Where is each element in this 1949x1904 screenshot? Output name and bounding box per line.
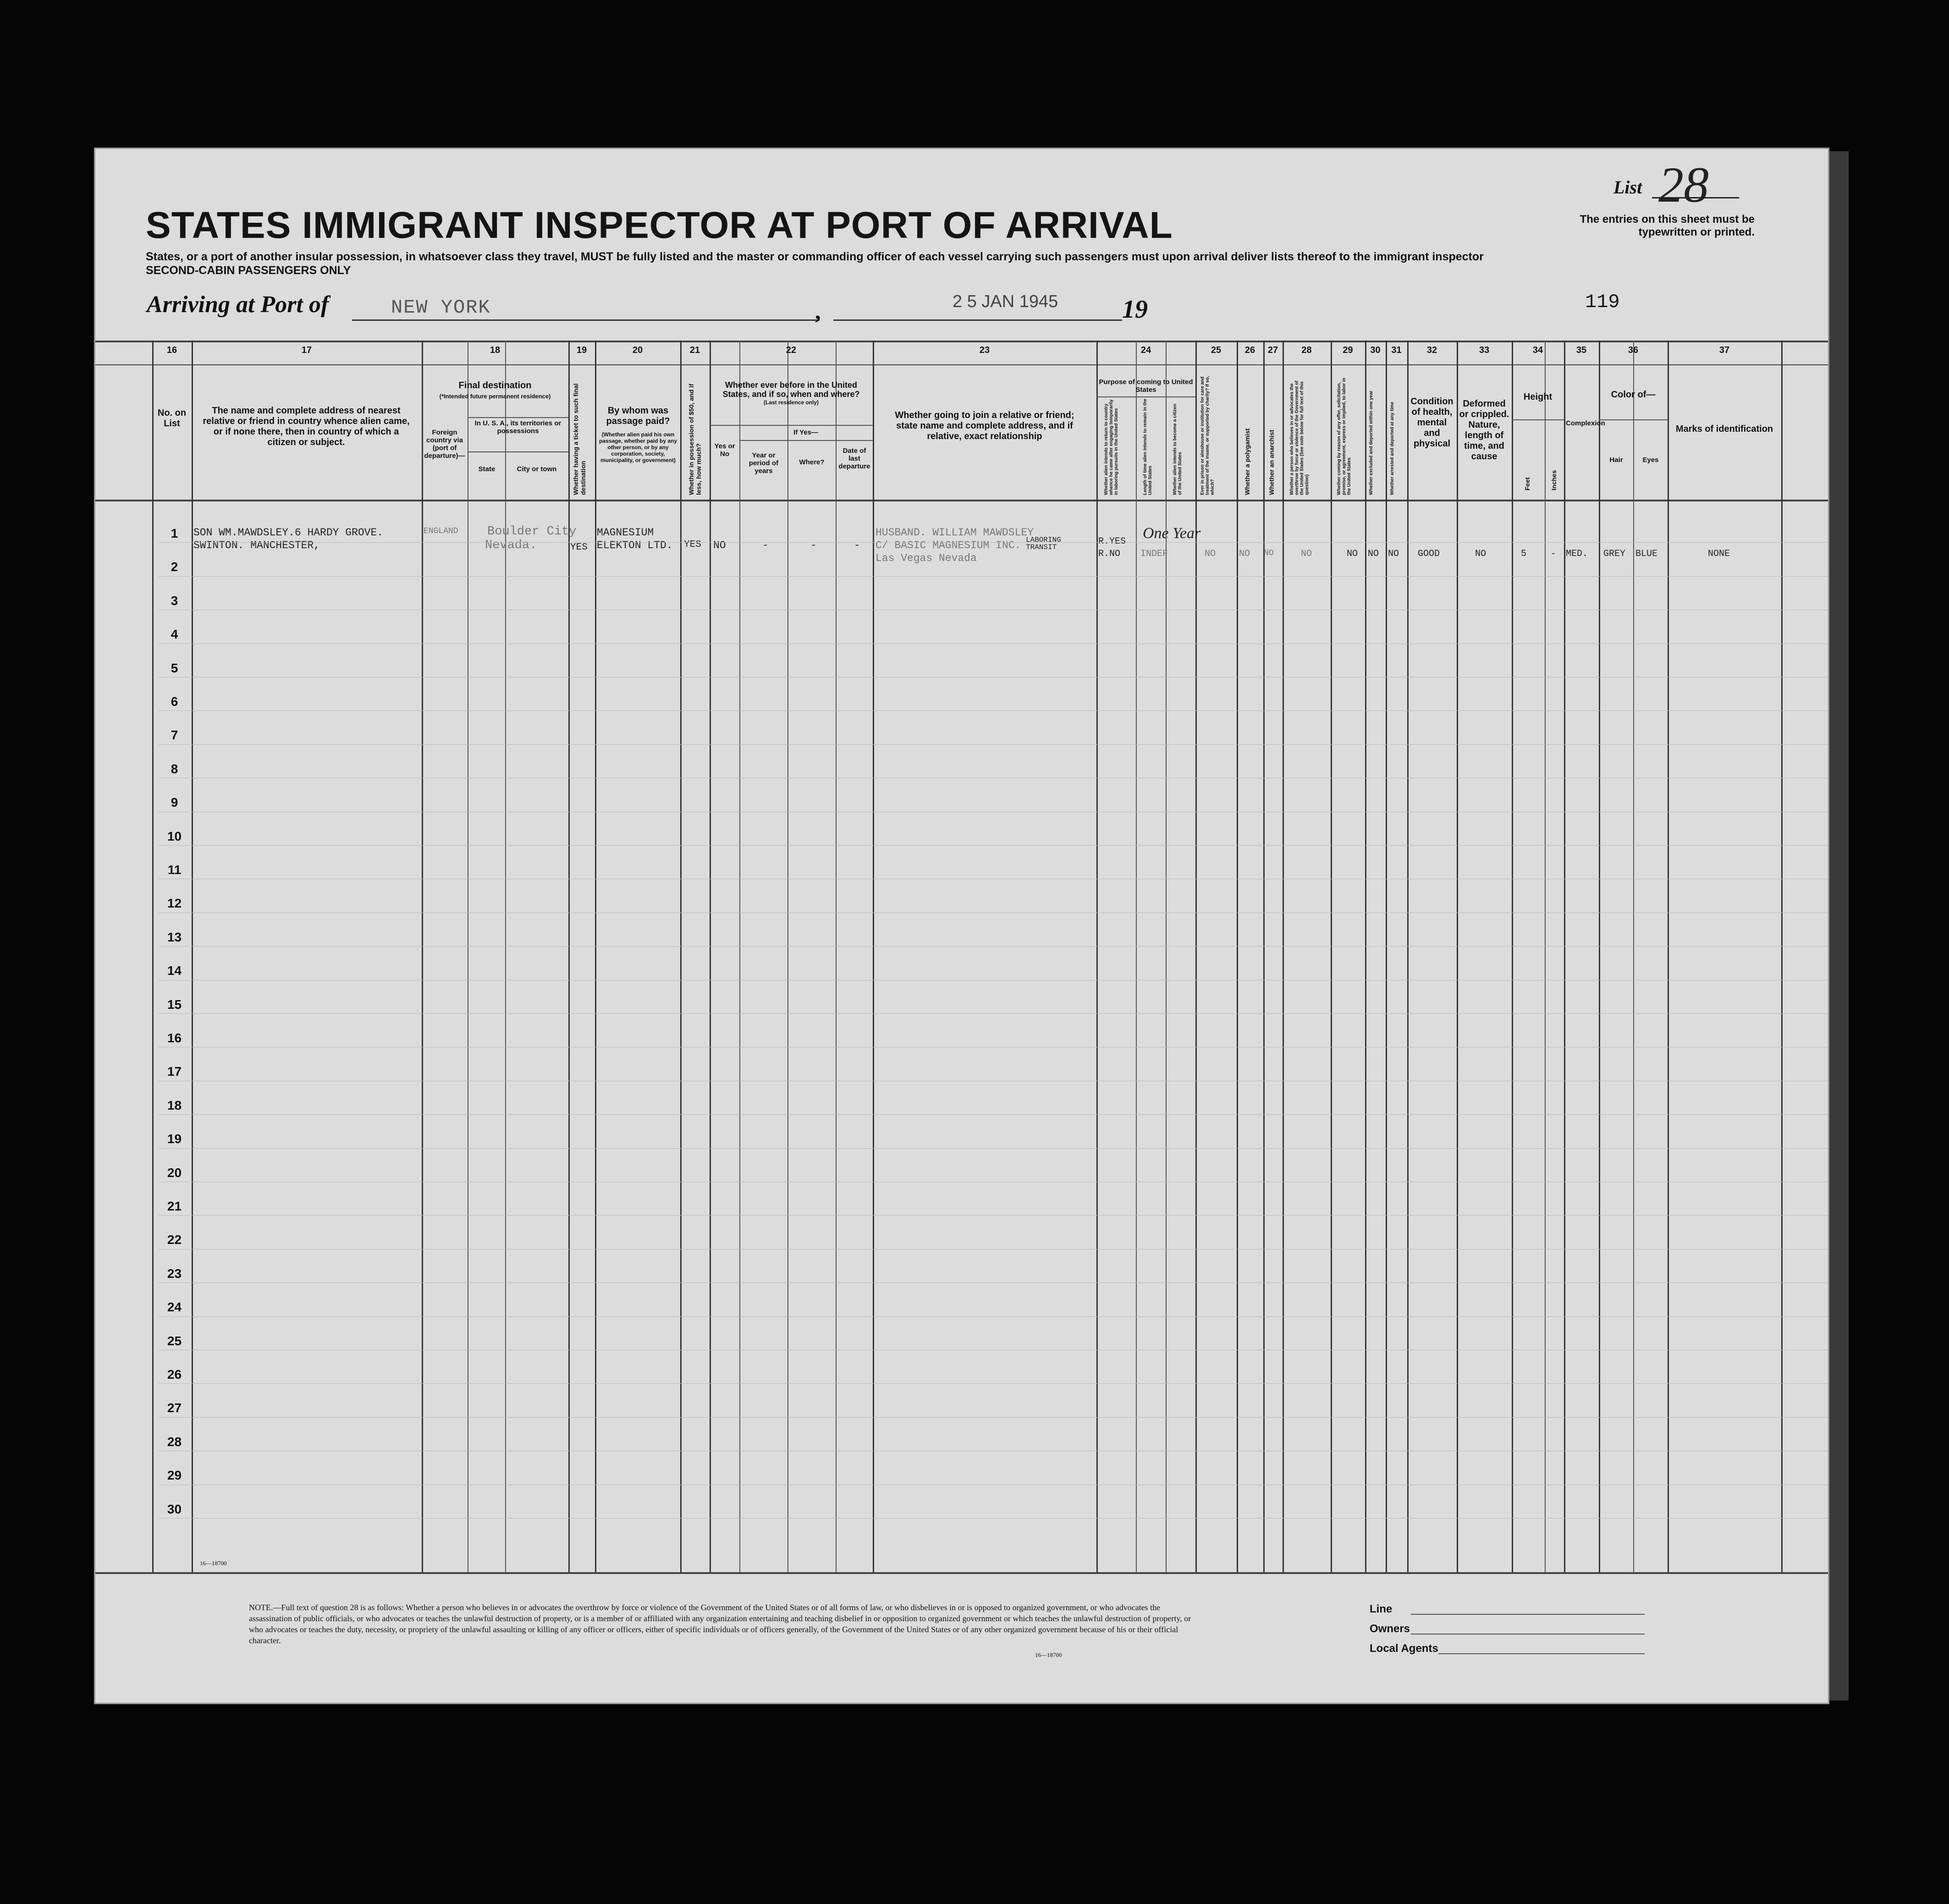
entry-paid-by-1: MAGNESIUM — [597, 527, 654, 539]
column-divider — [1237, 341, 1238, 1572]
line-field — [1411, 1614, 1645, 1615]
column-number: 34 — [1532, 345, 1543, 355]
column-divider — [680, 341, 682, 1572]
row-number: 16 — [167, 1031, 182, 1045]
row-number: 25 — [167, 1333, 182, 1348]
header-purpose-c: Whether alien intends to become a citizen of the United States — [1173, 404, 1183, 495]
column-divider — [422, 341, 423, 1572]
row-number: 28 — [167, 1434, 182, 1449]
header-state: State — [478, 465, 496, 473]
entry-possession-50: YES — [684, 539, 701, 550]
header-ticket: Whether having a ticket to such final destination — [572, 383, 587, 495]
header-feet: Feet — [1524, 477, 1531, 490]
row-number: 23 — [167, 1266, 182, 1281]
entry-complexion: MED. — [1566, 549, 1588, 559]
entry-paid-by-2: ELEKTON LTD. — [597, 539, 673, 551]
entry-period: - — [762, 539, 769, 551]
header-last-departure: Date of last departure — [838, 447, 870, 470]
row-number: 7 — [171, 728, 178, 743]
row-number: 30 — [167, 1502, 182, 1516]
column-number: 18 — [490, 345, 501, 355]
row-number: 10 — [167, 829, 182, 843]
header-city: City or town — [517, 465, 557, 473]
row-number: 12 — [167, 896, 182, 911]
column-number: 21 — [689, 345, 700, 355]
header-before-in-us — [712, 380, 870, 407]
row-rule — [159, 1282, 1828, 1283]
header-height: Height — [1523, 392, 1553, 402]
port-value: NEW YORK — [391, 297, 491, 319]
entry-arrested: NO — [1388, 549, 1399, 559]
row-rule — [159, 576, 1828, 577]
column-divider — [152, 341, 154, 1572]
header-marks: Marks of identification — [1675, 424, 1773, 434]
form-subtitle-line1: States, or a port of another insular possession, in whatsoever class they travel, MUST be fully listed and the master or commanding officer of each vessel carrying such passengers must upon arrival deliver lists thereof to the immigrant inspector — [146, 250, 1484, 263]
column-number: 27 — [1267, 345, 1278, 355]
header-no-on-list: No. on List — [157, 408, 187, 429]
column-divider — [1096, 341, 1098, 1572]
column-divider — [710, 341, 711, 1572]
entry-excluded: NO — [1368, 549, 1379, 559]
header-period: Year or period of years — [749, 451, 779, 475]
header-complexion: Complexion — [1566, 419, 1605, 427]
before-in-us-title: Whether ever before in the United States, and if so, when and where? — [722, 380, 860, 399]
header-bottom-rule — [95, 500, 1828, 501]
row-rule — [159, 744, 1828, 745]
row-number: 19 — [167, 1132, 182, 1146]
row-rule — [159, 1417, 1828, 1418]
entry-foreign-country: ENGLAND — [424, 527, 458, 536]
column-number: 23 — [979, 345, 990, 355]
entry-health: GOOD — [1418, 549, 1440, 559]
header-foreign-country: Foreign country via (port of departure)— — [424, 429, 465, 460]
row-number: 24 — [167, 1300, 182, 1315]
column-divider — [595, 341, 596, 1572]
local-agents-label: Local Agents — [1370, 1642, 1438, 1655]
entry-deformed: NO — [1475, 549, 1487, 559]
subheader-rule — [468, 417, 568, 418]
entry-offer-labor: NO — [1347, 549, 1358, 559]
column-divider — [1545, 341, 1546, 1572]
row-number: 3 — [171, 593, 178, 608]
owners-label: Owners — [1370, 1623, 1410, 1635]
header-join-relative: Whether going to join a relative or friend; state name and complete address, and if relative, exact relationship — [895, 410, 1074, 441]
entry-state-city-2: Nevada. — [485, 539, 537, 552]
column-divider — [1136, 341, 1137, 1572]
header-arrested: Whether arrested and deported at any time — [1390, 402, 1395, 495]
row-rule — [159, 1383, 1828, 1384]
column-number: 16 — [166, 345, 177, 355]
entry-inches: - — [1551, 549, 1557, 559]
date-underline — [833, 319, 1122, 321]
row-rule — [159, 710, 1828, 711]
column-divider — [1633, 341, 1634, 1572]
header-yes-no: Yes or No — [714, 442, 735, 458]
subheader-rule — [1096, 396, 1195, 397]
header-overthrow: Whether a person who believes in or advocates the overthrow by force or violence of the Government of the United States (See note below for full text of this question) — [1289, 380, 1310, 495]
row-rule — [159, 1148, 1828, 1149]
header-where: Where? — [799, 458, 825, 466]
list-number: 28 — [1658, 157, 1709, 213]
row-number: 18 — [167, 1098, 182, 1112]
column-number-rule — [95, 364, 1828, 365]
column-number: 36 — [1628, 345, 1639, 355]
row-number: 22 — [167, 1233, 182, 1247]
local-agents-field — [1438, 1653, 1645, 1654]
subheader-rule — [1599, 419, 1668, 420]
entry-state-city-1: Boulder City — [487, 525, 577, 539]
port-comma: , — [815, 298, 821, 324]
entry-anarchist: NO — [1264, 549, 1274, 558]
row-rule — [159, 1215, 1828, 1216]
header-offer-labor: Whether coming by reason of any offer, solicitation, promise, or agreement, express or implied, to labor in the United States — [1337, 378, 1352, 495]
header-if-yes: If Yes— — [793, 429, 818, 436]
column-number: 22 — [786, 345, 797, 355]
entry-marks: NONE — [1708, 549, 1730, 559]
row-number: 4 — [171, 627, 178, 642]
year-prefix: 19 — [1122, 295, 1148, 324]
header-in-usa: In U. S. A., its territories or possessions — [474, 419, 562, 435]
header-inches: Inches — [1550, 470, 1558, 490]
entry-hair: GREY — [1603, 549, 1626, 559]
column-divider — [873, 341, 874, 1572]
column-number: 30 — [1370, 345, 1381, 355]
column-number: 17 — [301, 345, 312, 355]
header-excluded: Whether excluded and deported within one year — [1369, 391, 1374, 495]
row-number: 20 — [167, 1165, 182, 1180]
column-number: 35 — [1576, 345, 1587, 355]
footer-note: NOTE.—Full text of question 28 is as follows: Whether a person who believes in or advocates the overthrow by force or violence of the Government of the United States or of all forms of law, or who disbelieves in or is opposed to organized government, or who advocates the assassination of public officials, or who advocates or teaches the unlawful destruction of property, or is a member of or affiliated with any organization entertaining and teaching disbelief in or opposition to organized government or which teaches the unlawful destruction of property, or who advocates or teaches the duty, necessity, or propriety of the unlawful assaulting or killing of any officer or officers, either of specific individuals or of officers generally, of the Government of the United States or of any other organized government because of his or their official character. — [249, 1603, 1191, 1645]
column-number: 20 — [632, 345, 643, 355]
column-number: 29 — [1343, 345, 1353, 355]
row-rule — [159, 1013, 1828, 1014]
entry-join-line2: C/ BASIC MAGNESIUM INC. — [875, 539, 1021, 551]
form-title: STATES IMMIGRANT INSPECTOR AT PORT OF ARRIVAL — [146, 204, 1173, 246]
entry-ticket: YES — [570, 542, 588, 553]
row-number: 27 — [167, 1401, 182, 1415]
row-rule — [159, 845, 1828, 846]
header-final-destination — [424, 380, 567, 402]
row-number: 6 — [171, 694, 178, 709]
header-polygamist: Whether a polygamist — [1244, 428, 1251, 495]
row-number: 2 — [171, 560, 178, 574]
port-underline — [352, 319, 820, 321]
entry-relative-line2: SWINTON. MANCHESTER, — [193, 539, 320, 551]
form-id-footer: 16—18700 — [1035, 1651, 1062, 1658]
entry-last-departure: - — [854, 539, 860, 551]
header-purpose-b: Length of time alien intends to remain in the United States — [1143, 398, 1153, 495]
column-number: 24 — [1140, 345, 1151, 355]
subheader-rule — [1512, 419, 1564, 420]
final-destination-sub: (*Intended future permanent residence) — [439, 393, 551, 400]
column-divider — [739, 341, 740, 1572]
column-number: 26 — [1244, 345, 1255, 355]
subheader-rule — [710, 425, 873, 426]
port-label: Arriving at Port of — [147, 292, 329, 318]
entry-polygamist: NO — [1239, 549, 1250, 559]
row-rule — [159, 1518, 1828, 1519]
column-divider — [1457, 341, 1458, 1572]
before-in-us-sub: (Last residence only) — [763, 399, 819, 406]
header-deformed: Deformed or crippled. Nature, length of time, and cause — [1459, 399, 1509, 462]
entry-length-stay: One Year — [1143, 525, 1201, 542]
column-number: 25 — [1211, 345, 1222, 355]
row-number: 26 — [167, 1367, 182, 1381]
header-purpose-a: Whether alien intends to return to country whence he came after engaging temporarily in laboring pursuits in the United States — [1104, 399, 1119, 495]
header-color-of: Color of— — [1611, 390, 1656, 400]
row-rule — [159, 1316, 1828, 1317]
manifest-sheet — [95, 149, 1828, 1703]
row-number: 8 — [171, 761, 178, 776]
column-divider — [836, 341, 837, 1572]
header-hair: Hair — [1609, 456, 1623, 464]
column-divider — [192, 341, 193, 1572]
row-number: 17 — [167, 1064, 182, 1079]
header-passage-paid — [599, 406, 677, 463]
column-divider — [1781, 341, 1783, 1572]
entry-citizen: INDEF — [1140, 549, 1168, 559]
entry-before-in-us: NO — [713, 539, 726, 551]
column-divider — [1668, 341, 1669, 1572]
column-number: 32 — [1426, 345, 1437, 355]
passage-paid-sub: (Whether alien paid his own passage, whether paid by any other person, or by any corporation, society, municipality, or government) — [599, 431, 677, 463]
column-divider — [1283, 341, 1284, 1572]
column-divider — [1512, 341, 1513, 1572]
row-rule — [159, 542, 1828, 543]
form-subtitle — [146, 250, 1590, 277]
entry-feet: 5 — [1521, 549, 1527, 559]
header-health: Condition of health, mental and physical — [1410, 396, 1453, 449]
date-stamp: 2 5 JAN 1945 — [952, 292, 1058, 311]
sheet-edge-shadow — [1828, 151, 1849, 1700]
entry-join-line1: HUSBAND. WILLIAM MAWDSLEY — [875, 527, 1034, 539]
row-number: 15 — [167, 997, 182, 1012]
table-top-rule — [95, 341, 1828, 342]
entry-where: - — [810, 539, 817, 551]
entry-eyes: BLUE — [1635, 549, 1658, 559]
header-possession-50: Whether in possession of $50, and if less, how much? — [688, 384, 702, 495]
column-divider — [1564, 341, 1565, 1572]
header-nearest-relative: The name and complete address of nearest relative or friend in country whence alien came, or if none there, then in country of which a citizen or subject. — [203, 406, 410, 447]
column-divider — [1331, 341, 1332, 1572]
line-label: Line — [1370, 1603, 1393, 1615]
entry-overthrow: NO — [1301, 549, 1312, 559]
form-subtitle-line2: SECOND-CABIN PASSENGERS ONLY — [146, 264, 351, 277]
row-rule — [159, 1114, 1828, 1115]
column-divider — [1365, 341, 1366, 1572]
row-number: 29 — [167, 1468, 182, 1483]
entry-relative-line1: SON WM.MAWDSLEY.6 HARDY GROVE. — [193, 527, 384, 539]
row-number: 13 — [167, 930, 182, 944]
column-divider — [1263, 341, 1265, 1572]
page-number: 119 — [1585, 291, 1620, 313]
entries-note: The entries on this sheet must be typewritten or printed. — [1580, 213, 1755, 238]
entry-purpose-2: R.NO — [1098, 549, 1121, 559]
column-divider — [1386, 341, 1387, 1572]
header-purpose: Purpose of coming to United States — [1099, 378, 1193, 394]
form-id-table: 16—18700 — [200, 1560, 227, 1567]
column-divider — [1407, 341, 1409, 1572]
row-number: 5 — [171, 660, 178, 675]
subheader-rule — [468, 451, 568, 452]
list-underline — [1652, 197, 1739, 198]
row-number: 21 — [167, 1199, 182, 1213]
passage-paid-title: By whom was passage paid? — [606, 406, 670, 426]
row-number: 14 — [167, 963, 182, 978]
column-number: 37 — [1719, 345, 1730, 355]
header-anarchist: Whether an anarchist — [1268, 429, 1275, 495]
header-eyes: Eyes — [1642, 456, 1659, 464]
column-number: 33 — [1479, 345, 1490, 355]
table-bottom-rule — [95, 1572, 1828, 1574]
header-prison: Ever in prison or almshouse or institution for care and treatment of the insane, or supported by charity? If so, which? — [1200, 376, 1215, 495]
entry-prison: NO — [1205, 549, 1216, 559]
entry-join-line3: Las Vegas Nevada — [875, 552, 977, 564]
row-number: 9 — [171, 795, 178, 810]
row-number: 11 — [167, 863, 182, 877]
list-label: List — [1613, 177, 1642, 198]
row-number: 1 — [171, 526, 178, 540]
column-number: 28 — [1301, 345, 1312, 355]
subheader-rule — [739, 440, 873, 441]
column-number: 31 — [1391, 345, 1402, 355]
column-divider — [787, 341, 788, 1572]
column-divider — [1599, 341, 1600, 1572]
column-number: 19 — [576, 345, 587, 355]
entry-join-stamp: LABORING TRANSIT — [1026, 536, 1061, 551]
entry-purpose-1: R.YES — [1098, 536, 1126, 547]
final-destination-title: Final destination — [458, 380, 532, 391]
